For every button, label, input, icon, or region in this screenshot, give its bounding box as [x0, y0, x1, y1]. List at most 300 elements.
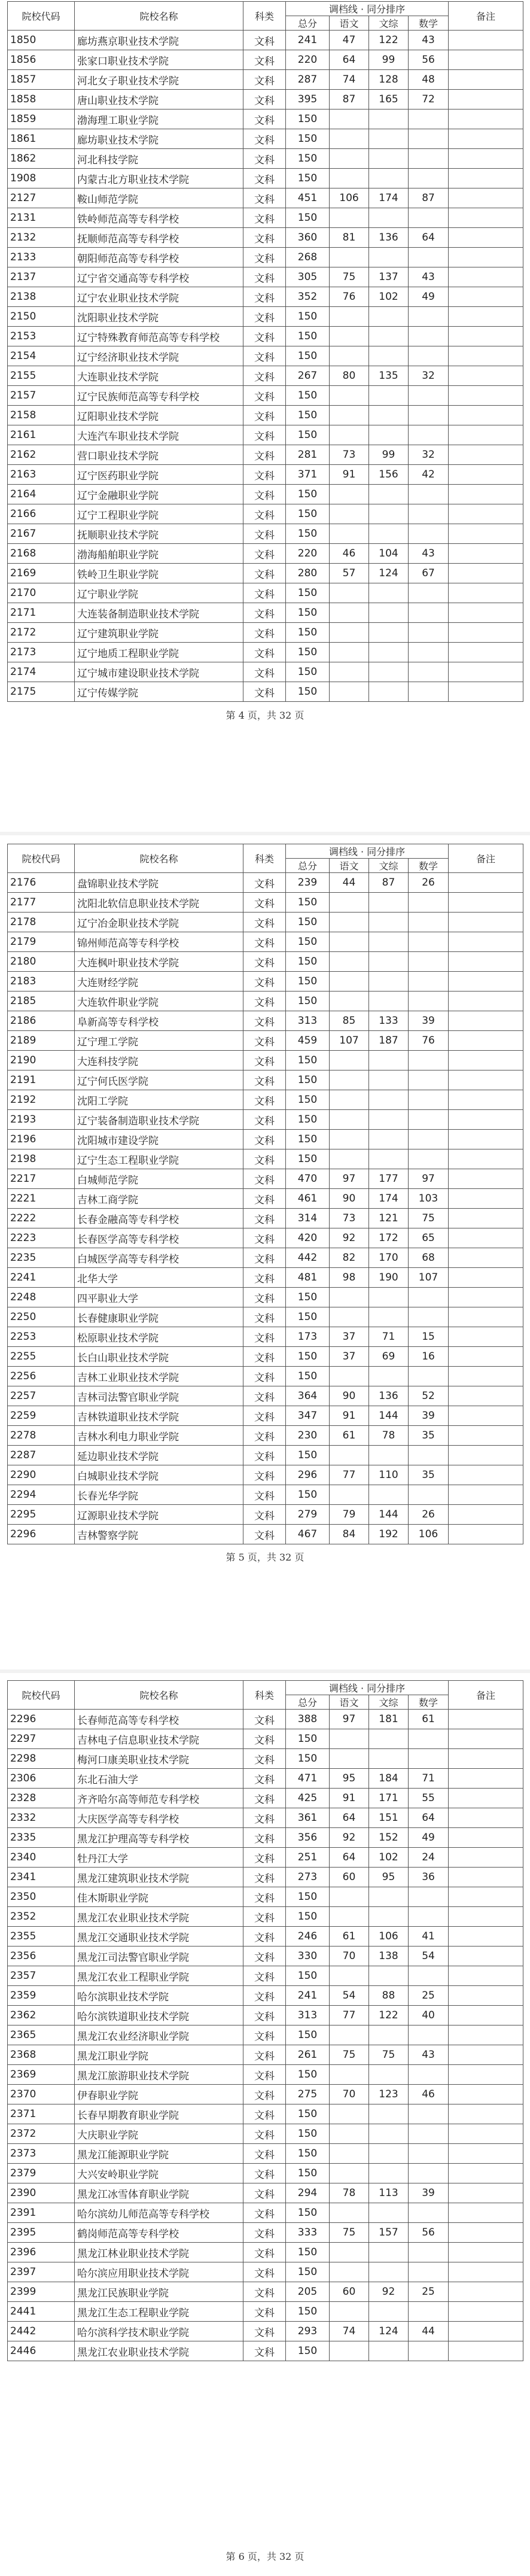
note-cell	[449, 1927, 523, 1947]
subject-cell: 文科	[243, 1749, 286, 1769]
school-name-cell: 黑龙江冰雪体育职业学院	[75, 2183, 243, 2203]
chinese-score-cell: 64	[330, 1848, 369, 1868]
code-cell: 2166	[8, 504, 75, 524]
table-row	[8, 1505, 523, 1525]
note-cell	[449, 662, 523, 682]
chinese-score-cell: 91	[330, 1406, 369, 1426]
math-score-cell: 26	[409, 873, 449, 893]
chinese-score-cell	[330, 2262, 369, 2282]
total-score-cell: 150	[286, 1149, 330, 1169]
table-row	[8, 327, 523, 346]
math-score-cell	[409, 2124, 449, 2144]
comprehensive-score-cell	[369, 893, 409, 913]
chinese-score-cell	[330, 1149, 369, 1169]
note-cell	[449, 2223, 523, 2243]
total-score-cell: 150	[286, 346, 330, 366]
code-cell: 2171	[8, 603, 75, 623]
note-cell	[449, 267, 523, 287]
comprehensive-score-cell: 122	[369, 2006, 409, 2025]
note-cell	[449, 425, 523, 445]
note-cell	[449, 2104, 523, 2124]
total-score-cell: 481	[286, 1268, 330, 1288]
page-5	[0, 838, 530, 1675]
school-name-cell: 黑龙江农业工程职业学院	[75, 1966, 243, 1986]
comprehensive-score-cell	[369, 1749, 409, 1769]
note-cell	[449, 406, 523, 425]
code-cell: 1862	[8, 149, 75, 169]
note-cell	[449, 932, 523, 952]
note-cell	[449, 1031, 523, 1051]
subject-cell: 文科	[243, 662, 286, 682]
table-row	[8, 248, 523, 267]
header-math: 数学	[409, 16, 449, 31]
subject-cell: 文科	[243, 149, 286, 169]
total-score-cell: 150	[286, 504, 330, 524]
math-score-cell: 71	[409, 1769, 449, 1789]
chinese-score-cell: 97	[330, 1169, 369, 1189]
math-score-cell	[409, 386, 449, 406]
code-cell: 1908	[8, 169, 75, 188]
school-name-cell: 抚顺职业技术学院	[75, 524, 243, 544]
chinese-score-cell: 78	[330, 2183, 369, 2203]
chinese-score-cell: 60	[330, 1868, 369, 1887]
subject-cell: 文科	[243, 1868, 286, 1887]
total-score-cell: 287	[286, 70, 330, 90]
school-name-cell: 齐齐哈尔高等师范专科学校	[75, 1789, 243, 1808]
chinese-score-cell	[330, 208, 369, 228]
comprehensive-score-cell: 92	[369, 2282, 409, 2302]
chinese-score-cell	[330, 327, 369, 346]
subject-cell: 文科	[243, 1426, 286, 1446]
school-name-cell: 大连枫叶职业技术学院	[75, 952, 243, 972]
code-cell: 2340	[8, 1848, 75, 1868]
table-row	[8, 873, 523, 893]
note-cell	[449, 603, 523, 623]
school-name-cell: 梅河口康美职业技术学院	[75, 1749, 243, 1769]
school-name-cell: 黑龙江生态工程职业学院	[75, 2302, 243, 2322]
table-row	[8, 1887, 523, 1907]
note-cell	[449, 1426, 523, 1446]
school-name-cell: 长春医学高等专科学校	[75, 1228, 243, 1248]
math-score-cell	[409, 1907, 449, 1927]
code-cell: 2250	[8, 1307, 75, 1327]
code-cell: 2356	[8, 1947, 75, 1966]
comprehensive-score-cell: 152	[369, 1828, 409, 1848]
table-row	[8, 2322, 523, 2341]
total-score-cell: 150	[286, 2203, 330, 2223]
table-row	[8, 504, 523, 524]
admission-table-page-6	[7, 1680, 523, 2361]
math-score-cell	[409, 2302, 449, 2322]
subject-cell: 文科	[243, 129, 286, 149]
school-name-cell: 大庆医学高等专科学校	[75, 1808, 243, 1828]
total-score-cell: 313	[286, 1011, 330, 1031]
page-6	[0, 1675, 530, 2576]
comprehensive-score-cell	[369, 2341, 409, 2361]
table-row	[8, 913, 523, 932]
math-score-cell	[409, 248, 449, 267]
code-cell: 2359	[8, 1986, 75, 2006]
chinese-score-cell	[330, 485, 369, 504]
total-score-cell: 459	[286, 1031, 330, 1051]
comprehensive-score-cell	[369, 2025, 409, 2045]
header-name: 院校名称	[75, 844, 243, 873]
total-score-cell: 150	[286, 2025, 330, 2045]
subject-cell: 文科	[243, 1525, 286, 1544]
code-cell: 2278	[8, 1426, 75, 1446]
school-name-cell: 大连软件职业学院	[75, 992, 243, 1011]
subject-cell: 文科	[243, 2262, 286, 2282]
note-cell	[449, 366, 523, 386]
math-score-cell: 76	[409, 1031, 449, 1051]
note-cell	[449, 2322, 523, 2341]
subject-cell: 文科	[243, 1808, 286, 1828]
note-cell	[449, 972, 523, 992]
total-score-cell: 360	[286, 228, 330, 248]
math-score-cell	[409, 208, 449, 228]
school-name-cell: 长春师范高等专科学校	[75, 1710, 243, 1729]
math-score-cell	[409, 1966, 449, 1986]
total-score-cell: 150	[286, 425, 330, 445]
total-score-cell: 150	[286, 893, 330, 913]
table-row	[8, 1307, 523, 1327]
comprehensive-score-cell	[369, 913, 409, 932]
school-name-cell: 四平职业大学	[75, 1288, 243, 1307]
note-cell	[449, 893, 523, 913]
code-cell: 2222	[8, 1209, 75, 1228]
subject-cell: 文科	[243, 267, 286, 287]
subject-cell: 文科	[243, 1307, 286, 1327]
math-score-cell	[409, 1749, 449, 1769]
school-name-cell: 张家口职业技术学院	[75, 50, 243, 70]
total-score-cell: 150	[286, 1307, 330, 1327]
note-cell	[449, 2025, 523, 2045]
code-cell: 2296	[8, 1525, 75, 1544]
math-score-cell	[409, 425, 449, 445]
note-cell	[449, 327, 523, 346]
math-score-cell: 107	[409, 1268, 449, 1288]
school-name-cell: 黑龙江民族职业学院	[75, 2282, 243, 2302]
chinese-score-cell	[330, 643, 369, 662]
table-row	[8, 682, 523, 702]
code-cell: 2183	[8, 972, 75, 992]
table-row	[8, 544, 523, 564]
code-cell: 2341	[8, 1868, 75, 1887]
note-cell	[449, 1505, 523, 1525]
math-score-cell	[409, 1887, 449, 1907]
header-code: 院校代码	[8, 2, 75, 31]
school-name-cell: 铁岭卫生职业学院	[75, 564, 243, 583]
subject-cell: 文科	[243, 1927, 286, 1947]
chinese-score-cell: 98	[330, 1268, 369, 1288]
table-row	[8, 1907, 523, 1927]
subject-cell: 文科	[243, 188, 286, 208]
math-score-cell: 49	[409, 1828, 449, 1848]
table-row	[8, 2124, 523, 2144]
math-score-cell	[409, 169, 449, 188]
school-name-cell: 沈阳城市建设学院	[75, 1130, 243, 1149]
total-score-cell: 333	[286, 2223, 330, 2243]
subject-cell: 文科	[243, 1189, 286, 1209]
chinese-score-cell: 84	[330, 1525, 369, 1544]
school-name-cell: 黑龙江林业职业技术学院	[75, 2243, 243, 2262]
table-row	[8, 2164, 523, 2183]
math-score-cell: 72	[409, 90, 449, 110]
header-comprehensive: 文综	[369, 859, 409, 873]
total-score-cell: 352	[286, 287, 330, 307]
math-score-cell: 48	[409, 70, 449, 90]
note-cell	[449, 2124, 523, 2144]
code-cell: 2131	[8, 208, 75, 228]
table-row	[8, 169, 523, 188]
code-cell: 2223	[8, 1228, 75, 1248]
school-name-cell: 大庆职业学院	[75, 2124, 243, 2144]
chinese-score-cell	[330, 1729, 369, 1749]
code-cell: 2190	[8, 1051, 75, 1070]
math-score-cell: 64	[409, 228, 449, 248]
total-score-cell: 150	[286, 952, 330, 972]
chinese-score-cell	[330, 1446, 369, 1465]
code-cell: 2399	[8, 2282, 75, 2302]
code-cell: 2373	[8, 2144, 75, 2164]
subject-cell: 文科	[243, 1446, 286, 1465]
code-cell: 2174	[8, 662, 75, 682]
comprehensive-score-cell	[369, 1130, 409, 1149]
code-cell: 2350	[8, 1887, 75, 1907]
table-row	[8, 1228, 523, 1248]
comprehensive-score-cell: 133	[369, 1011, 409, 1031]
total-score-cell: 150	[286, 2124, 330, 2144]
school-name-cell: 鹤岗师范高等专科学校	[75, 2223, 243, 2243]
code-cell: 2248	[8, 1288, 75, 1307]
note-cell	[449, 2243, 523, 2262]
code-cell: 2379	[8, 2164, 75, 2183]
subject-cell: 文科	[243, 2144, 286, 2164]
table-row	[8, 1710, 523, 1729]
table-row	[8, 1268, 523, 1288]
table-row	[8, 1169, 523, 1189]
table-row	[8, 1729, 523, 1749]
math-score-cell	[409, 1110, 449, 1130]
total-score-cell: 150	[286, 2262, 330, 2282]
table-row	[8, 2282, 523, 2302]
chinese-score-cell	[330, 2104, 369, 2124]
code-cell: 2164	[8, 485, 75, 504]
comprehensive-score-cell: 113	[369, 2183, 409, 2203]
math-score-cell	[409, 623, 449, 643]
math-score-cell	[409, 129, 449, 149]
comprehensive-score-cell: 165	[369, 90, 409, 110]
comprehensive-score-cell	[369, 2243, 409, 2262]
chinese-score-cell	[330, 2124, 369, 2144]
subject-cell: 文科	[243, 1367, 286, 1386]
school-name-cell: 大兴安岭职业学院	[75, 2164, 243, 2183]
note-cell	[449, 2341, 523, 2361]
chinese-score-cell: 77	[330, 2006, 369, 2025]
chinese-score-cell	[330, 406, 369, 425]
school-name-cell: 辽宁何氏医学院	[75, 1070, 243, 1090]
table-body	[8, 31, 523, 702]
math-score-cell	[409, 1367, 449, 1386]
code-cell: 2185	[8, 992, 75, 1011]
table-row	[8, 1051, 523, 1070]
note-cell	[449, 2203, 523, 2223]
total-score-cell: 150	[286, 623, 330, 643]
school-name-cell: 营口职业技术学院	[75, 445, 243, 465]
note-cell	[449, 1268, 523, 1288]
subject-cell: 文科	[243, 992, 286, 1011]
subject-cell: 文科	[243, 972, 286, 992]
table-row	[8, 1485, 523, 1505]
math-score-cell: 25	[409, 1986, 449, 2006]
table-row	[8, 465, 523, 485]
table-row	[8, 386, 523, 406]
total-score-cell: 314	[286, 1209, 330, 1228]
math-score-cell: 61	[409, 1710, 449, 1729]
code-cell: 2395	[8, 2223, 75, 2243]
code-cell: 2153	[8, 327, 75, 346]
comprehensive-score-cell	[369, 524, 409, 544]
subject-cell: 文科	[243, 893, 286, 913]
math-score-cell	[409, 662, 449, 682]
table-row	[8, 2183, 523, 2203]
note-cell	[449, 2144, 523, 2164]
header-subject: 科类	[243, 1681, 286, 1710]
note-cell	[449, 2183, 523, 2203]
table-row	[8, 2203, 523, 2223]
code-cell: 2161	[8, 425, 75, 445]
comprehensive-score-cell	[369, 2124, 409, 2144]
chinese-score-cell: 90	[330, 1386, 369, 1406]
school-name-cell: 黑龙江职业学院	[75, 2045, 243, 2065]
page-divider	[0, 832, 530, 835]
school-name-cell: 河北女子职业技术学院	[75, 70, 243, 90]
table-row	[8, 1070, 523, 1090]
note-cell	[449, 70, 523, 90]
code-cell: 2362	[8, 2006, 75, 2025]
code-cell: 2290	[8, 1465, 75, 1485]
table-row	[8, 2341, 523, 2361]
school-name-cell: 黑龙江农业职业技术学院	[75, 2341, 243, 2361]
note-cell	[449, 465, 523, 485]
chinese-score-cell: 92	[330, 1228, 369, 1248]
math-score-cell	[409, 1070, 449, 1090]
total-score-cell: 220	[286, 544, 330, 564]
comprehensive-score-cell	[369, 129, 409, 149]
comprehensive-score-cell	[369, 583, 409, 603]
table-row	[8, 1110, 523, 1130]
table-row	[8, 1189, 523, 1209]
total-score-cell: 150	[286, 1729, 330, 1749]
chinese-score-cell: 61	[330, 1927, 369, 1947]
subject-cell: 文科	[243, 603, 286, 623]
total-score-cell: 150	[286, 1887, 330, 1907]
subject-cell: 文科	[243, 1268, 286, 1288]
total-score-cell: 230	[286, 1426, 330, 1446]
table-row	[8, 1465, 523, 1485]
chinese-score-cell	[330, 2341, 369, 2361]
chinese-score-cell	[330, 425, 369, 445]
chinese-score-cell	[330, 1130, 369, 1149]
code-cell: 2253	[8, 1327, 75, 1347]
table-row	[8, 1011, 523, 1031]
comprehensive-score-cell	[369, 346, 409, 366]
math-score-cell: 56	[409, 2223, 449, 2243]
subject-cell: 文科	[243, 1966, 286, 1986]
subject-cell: 文科	[243, 366, 286, 386]
math-score-cell: 64	[409, 1808, 449, 1828]
school-name-cell: 辽宁金融职业学院	[75, 485, 243, 504]
code-cell: 1859	[8, 110, 75, 129]
admission-table-page-4	[7, 1, 523, 702]
total-score-cell: 205	[286, 2282, 330, 2302]
subject-cell: 文科	[243, 1485, 286, 1505]
note-cell	[449, 228, 523, 248]
subject-cell: 文科	[243, 90, 286, 110]
table-row	[8, 1769, 523, 1789]
subject-cell: 文科	[243, 2104, 286, 2124]
math-score-cell	[409, 913, 449, 932]
page-4	[0, 0, 530, 838]
total-score-cell: 150	[286, 972, 330, 992]
comprehensive-score-cell: 177	[369, 1169, 409, 1189]
school-name-cell: 吉林工业职业技术学院	[75, 1367, 243, 1386]
code-cell: 2255	[8, 1347, 75, 1367]
code-cell: 2335	[8, 1828, 75, 1848]
code-cell: 2332	[8, 1808, 75, 1828]
subject-cell: 文科	[243, 952, 286, 972]
math-score-cell: 41	[409, 1927, 449, 1947]
comprehensive-score-cell: 71	[369, 1327, 409, 1347]
school-name-cell: 哈尔滨职业技术学院	[75, 1986, 243, 2006]
total-score-cell: 150	[286, 110, 330, 129]
code-cell: 2370	[8, 2085, 75, 2104]
school-name-cell: 吉林警察学院	[75, 1525, 243, 1544]
chinese-score-cell: 82	[330, 1248, 369, 1268]
code-cell: 2396	[8, 2243, 75, 2262]
math-score-cell	[409, 682, 449, 702]
math-score-cell	[409, 2262, 449, 2282]
page-divider	[0, 1669, 530, 1673]
subject-cell: 文科	[243, 2164, 286, 2183]
school-name-cell: 辽宁医药职业学院	[75, 465, 243, 485]
table-row	[8, 1986, 523, 2006]
comprehensive-score-cell: 75	[369, 2045, 409, 2065]
chinese-score-cell	[330, 913, 369, 932]
note-cell	[449, 386, 523, 406]
math-score-cell	[409, 485, 449, 504]
math-score-cell	[409, 583, 449, 603]
total-score-cell: 313	[286, 2006, 330, 2025]
comprehensive-score-cell: 110	[369, 1465, 409, 1485]
school-name-cell: 辽源职业技术学院	[75, 1505, 243, 1525]
code-cell: 1856	[8, 50, 75, 70]
comprehensive-score-cell	[369, 1966, 409, 1986]
header-chinese: 语文	[330, 16, 369, 31]
table-row	[8, 110, 523, 129]
school-name-cell: 辽宁装备制造职业技术学院	[75, 1110, 243, 1130]
chinese-score-cell	[330, 1051, 369, 1070]
code-cell: 2287	[8, 1446, 75, 1465]
note-cell	[449, 149, 523, 169]
school-name-cell: 长白山职业技术学院	[75, 1347, 243, 1367]
note-cell	[449, 1209, 523, 1228]
header-name: 院校名称	[75, 1681, 243, 1710]
comprehensive-score-cell: 137	[369, 267, 409, 287]
comprehensive-score-cell	[369, 149, 409, 169]
note-cell	[449, 1986, 523, 2006]
table-row	[8, 2085, 523, 2104]
